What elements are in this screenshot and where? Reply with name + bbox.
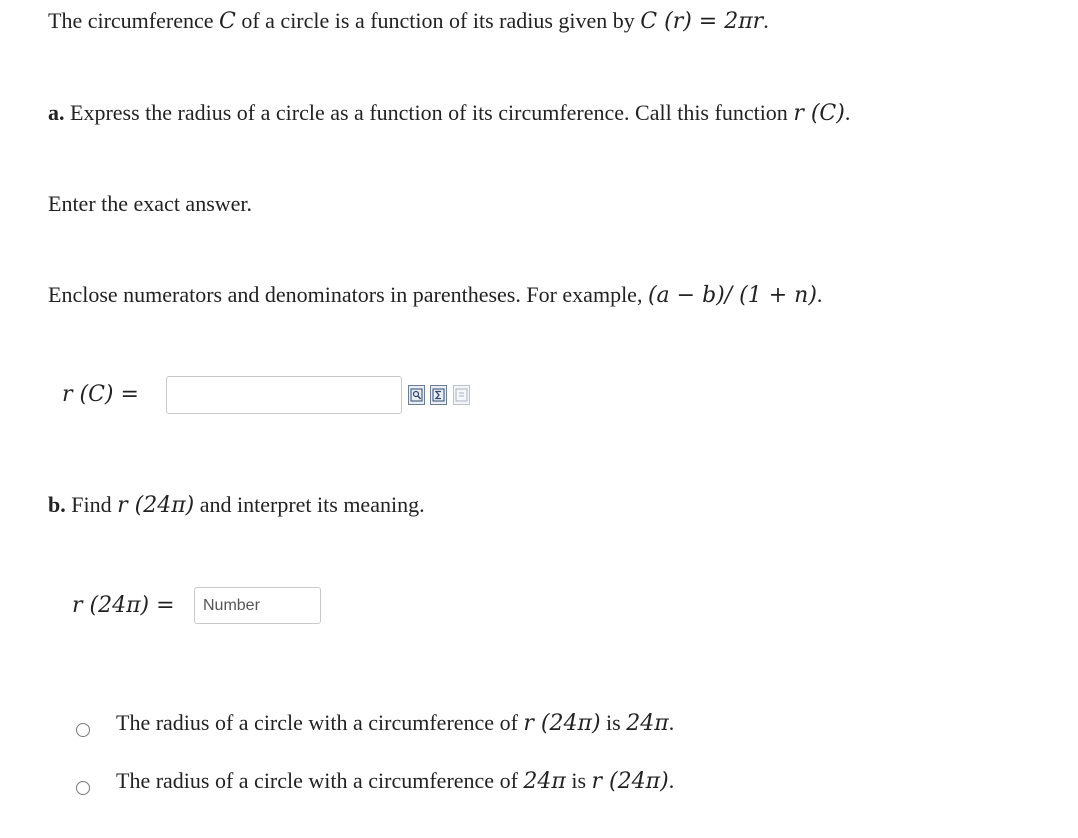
preview-icon[interactable] (408, 385, 425, 405)
part-b-label: b. (48, 492, 66, 517)
example-expression: (a − b)/ (1 + n) (647, 283, 817, 308)
magnifier-icon (410, 388, 423, 402)
part-b-question: b. Find r (24π) and interpret its meaning. (48, 492, 425, 518)
choice-2-radio[interactable] (76, 781, 90, 795)
enclose-instruction: Enclose numerators and denominators in parentheses. For example, (a − b)/ (1 + n). (48, 282, 823, 308)
answer-b-label: r (24π) = (72, 593, 175, 618)
circumference-formula: C (r) = 2πr (640, 9, 764, 34)
function-r-of-c: r (C) (793, 101, 845, 126)
document-icon (455, 388, 468, 402)
choice-2-label[interactable]: The radius of a circle with a circumference of 24π is r (24π). (116, 768, 675, 794)
help-icon[interactable] (453, 385, 470, 405)
part-a-question: a. Express the radius of a circle as a function of its circumference. Call this function r (C). (48, 100, 851, 126)
part-a-label: a. (48, 100, 65, 125)
function-r-of-24pi: r (24π) (117, 493, 195, 518)
intro-text: The circumference C of a circle is a function of its radius given by C (r) = 2πr. (48, 8, 769, 34)
sigma-icon (432, 388, 445, 402)
equation-editor-icon[interactable] (430, 385, 447, 405)
answer-b-input[interactable] (194, 587, 321, 624)
answer-a-label: r (C) = (62, 382, 139, 407)
variable-c: C (219, 9, 236, 34)
choice-1-label[interactable]: The radius of a circle with a circumference of r (24π) is 24π. (116, 710, 675, 736)
choice-1-radio[interactable] (76, 723, 90, 737)
answer-a-input[interactable] (166, 376, 402, 414)
enter-exact-instruction: Enter the exact answer. (48, 191, 253, 216)
